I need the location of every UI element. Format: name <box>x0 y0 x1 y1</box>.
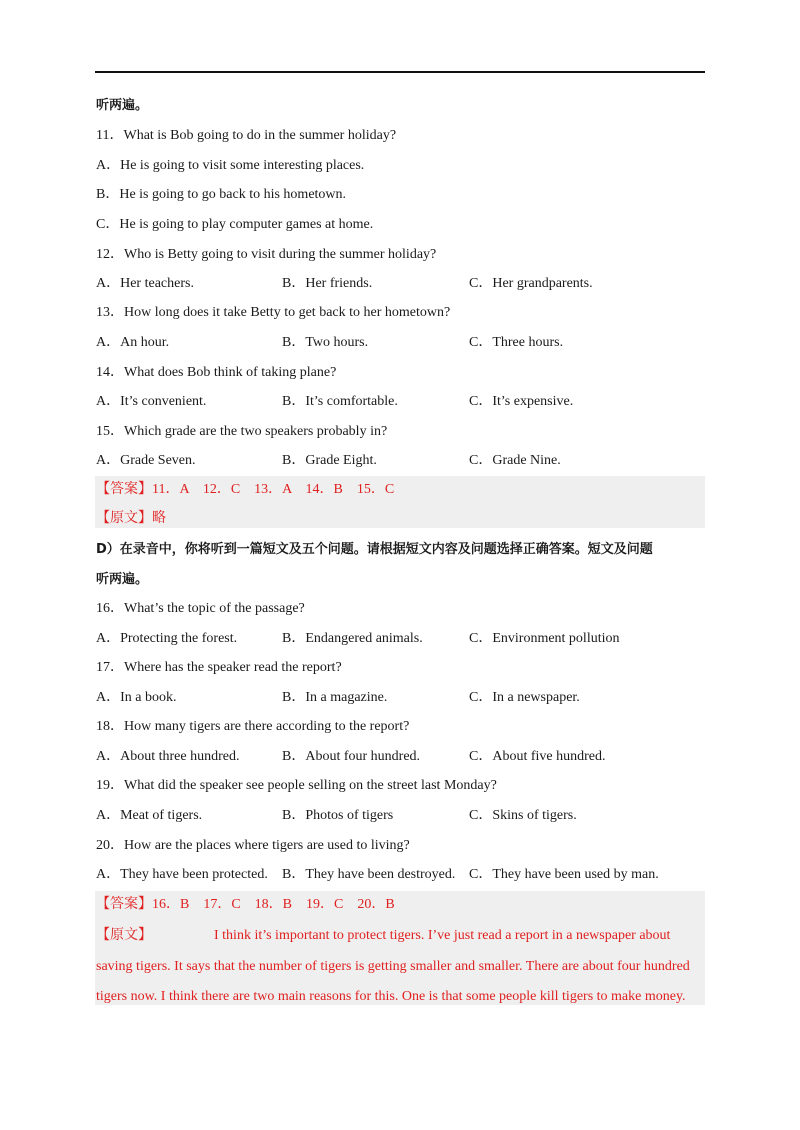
q19-options <box>96 807 706 825</box>
yuanwen-16-20-line1 <box>96 927 670 945</box>
q19-option-b: B．Photos of tigers <box>282 808 394 823</box>
q13-options <box>96 334 706 352</box>
q12-option-c: C．Her grandparents. <box>469 276 593 291</box>
q17-option-c: C．In a newspaper. <box>469 690 580 705</box>
question-17: 17．Where has the speaker read the report? <box>96 660 342 675</box>
q15-options <box>96 452 706 470</box>
q19-option-c: C．Skins of tigers. <box>469 808 577 823</box>
q18-options <box>96 748 706 766</box>
q20-option-b: B．They have been destroyed. <box>282 867 456 882</box>
yuanwen-16-20-line2: saving tigers. It says that the number of tigers is getting smaller and smaller. There are about four hundred <box>96 959 690 974</box>
q13-option-b: B．Two hours. <box>282 335 369 350</box>
q15-option-a: A．Grade Seven. <box>96 453 196 468</box>
q16-option-b: B．Endangered animals. <box>282 631 423 646</box>
q14-option-b: B．It’s comfortable. <box>282 394 398 409</box>
q12-option-b: B．Her friends. <box>282 276 373 291</box>
yuanwen-label: 【原文】 <box>96 928 152 943</box>
yuanwen-11-15: 【原文】略 <box>96 511 166 526</box>
q14-options <box>96 393 706 411</box>
question-12: 12．Who is Betty going to visit during the summer holiday? <box>96 247 437 262</box>
q18-option-c: C．About five hundred. <box>469 749 606 764</box>
q16-options <box>96 630 706 648</box>
question-16: 16．What’s the topic of the passage? <box>96 601 305 616</box>
partd-instruction-line2: 听两遍。 <box>96 572 149 587</box>
question-15: 15．Which grade are the two speakers probably in? <box>96 424 388 439</box>
q20-option-c: C．They have been used by man. <box>469 867 659 882</box>
q20-options <box>96 866 706 884</box>
q14-option-c: C．It’s expensive. <box>469 394 574 409</box>
question-19: 19．What did the speaker see people selling on the street last Monday? <box>96 778 497 793</box>
q17-option-b: B．In a magazine. <box>282 690 388 705</box>
answer-16-20: 【答案】16．B 17．C 18．B 19．C 20．B <box>96 897 395 912</box>
yuanwen-text-1: I think it’s important to protect tigers. I’ve just read a report in a newspaper about <box>214 928 671 943</box>
q11-option-c: C．He is going to play computer games at home. <box>96 217 374 232</box>
q16-option-c: C．Environment pollution <box>469 631 620 646</box>
q15-option-c: C．Grade Nine. <box>469 453 561 468</box>
question-14: 14．What does Bob think of taking plane? <box>96 365 337 380</box>
question-13: 13．How long does it take Betty to get back to her hometown? <box>96 305 451 320</box>
q15-option-b: B．Grade Eight. <box>282 453 377 468</box>
q16-option-a: A．Protecting the forest. <box>96 631 238 646</box>
q20-option-a: A．They have been protected. <box>96 867 268 882</box>
q17-option-a: A．In a book. <box>96 690 177 705</box>
q13-option-a: A．An hour. <box>96 335 170 350</box>
q18-option-b: B．About four hundred. <box>282 749 421 764</box>
q12-option-a: A．Her teachers. <box>96 276 194 291</box>
question-11: 11．What is Bob going to do in the summer holiday? <box>96 128 397 143</box>
q14-option-a: A．It’s convenient. <box>96 394 207 409</box>
q18-option-a: A．About three hundred. <box>96 749 240 764</box>
header-rule <box>95 71 705 73</box>
q11-option-a: A．He is going to visit some interesting places. <box>96 158 365 173</box>
q17-options <box>96 689 706 707</box>
q11-option-b: B．He is going to go back to his hometown. <box>96 187 347 202</box>
partc-instruction-tail: 听两遍。 <box>96 98 149 113</box>
partd-instruction-line1: D）在录音中，你将听到一篇短文及五个问题。请根据短文内容及问题选择正确答案。短文及问题 <box>96 542 653 557</box>
answer-11-15: 【答案】11．A 12．C 13．A 14．B 15．C <box>96 482 395 497</box>
question-18: 18．How many tigers are there according to the report? <box>96 719 410 734</box>
q12-options <box>96 275 706 293</box>
question-20: 20．How are the places where tigers are used to living? <box>96 838 410 853</box>
q19-option-a: A．Meat of tigers. <box>96 808 203 823</box>
yuanwen-16-20-line3: tigers now. I think there are two main reasons for this. One is that some people kill tigers to make money. <box>96 989 686 1004</box>
q13-option-c: C．Three hours. <box>469 335 564 350</box>
